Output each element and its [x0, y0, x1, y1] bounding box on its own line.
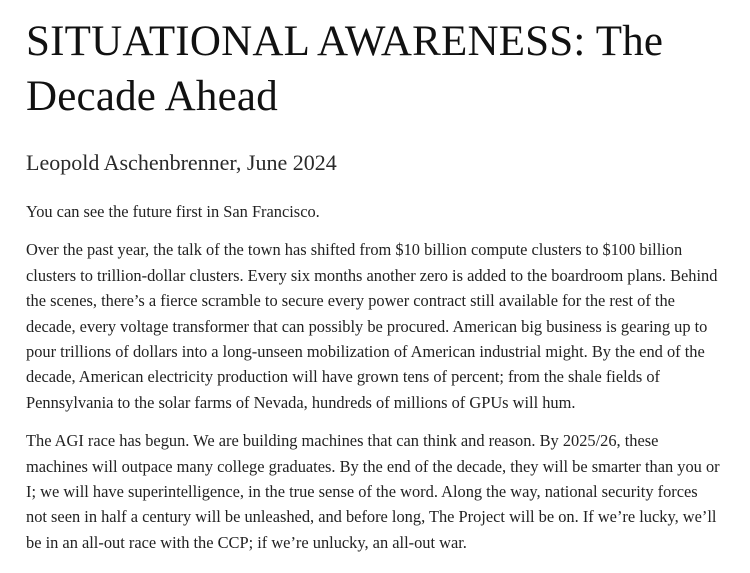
page-title: SITUATIONAL AWARENESS: The Decade Ahead	[26, 18, 664, 120]
paragraph-agi-race: The AGI race has begun. We are building machines that can think and reason. By 2025/26, these machines will outpace many college graduates. By the end of the decade, they will be smarter than you or I; we will have superintelligence, in the true sense of the word. Along the way, national security forces not seen in half a century will be unleashed, and before long, The Project will be on. If we’re lucky, we’ll be in an all-out race with the CCP; if we’re unlucky, an all-out war.	[26, 431, 720, 552]
paragraph-intro: You can see the future first in San Francisco.	[26, 202, 320, 221]
author-date-byline: Leopold Aschenbrenner, June 2024	[26, 150, 337, 175]
paragraph-compute-clusters: Over the past year, the talk of the town has shifted from $10 billion compute clusters to $100 billion clusters to trillion-dollar clusters. Every six months another zero is added to the boardroom plans. Behind the scenes, there’s a fierce scramble to secure every power contract still available for the rest of the decade, every voltage transformer that can possibly be procured. American big business is gearing up to pour trillions of dollars into a long-unseen mobilization of American industrial might. By the end of the decade, American electricity production will have grown tens of percent; from the shale fields of Pennsylvania to the solar farms of Nevada, hundreds of millions of GPUs will hum.	[26, 240, 718, 412]
